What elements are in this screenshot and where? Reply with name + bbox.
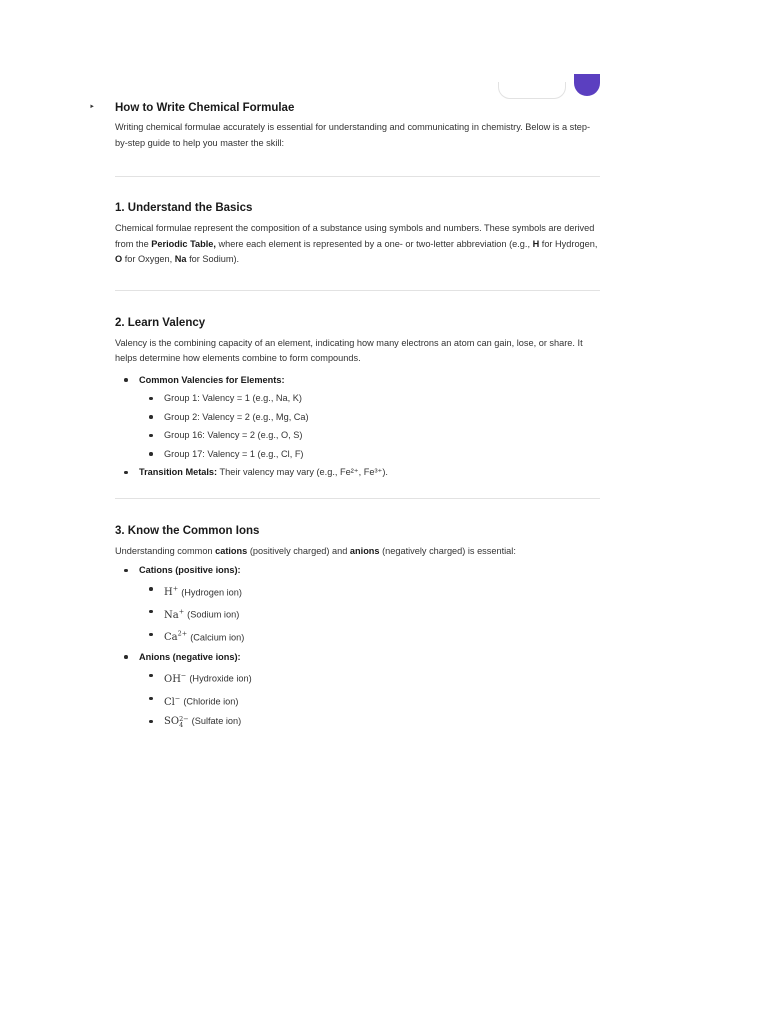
section-ions [115, 525, 600, 732]
list-item: Group 16: Valency = 2 (e.g., O, S) [115, 426, 600, 445]
list-item: Group 17: Valency = 1 (e.g., Cl, F) [115, 445, 600, 464]
section-paragraph: Chemical formulae represent the composition of a substance using symbols and numbers. These symbols are derived from the Periodic Table, where each element is represented by a one- or two-letter abbreviation (e.g., H for Hydrogen, O for Oxygen, Na for Sodium). [115, 223, 598, 264]
valency-list [115, 371, 600, 482]
list-item: Na+ (Sodium ion) [115, 602, 600, 625]
list-item: $Ca^{2+}$ (Calcium ion) [115, 625, 600, 648]
page-title: How to Write Chemical Formulae [115, 102, 295, 114]
ions-list [115, 561, 600, 732]
divider [115, 498, 600, 499]
list-item: OH− (Hydroxide ion) [115, 666, 600, 689]
list-item: Group 1: Valency = 1 (e.g., Na, K) [115, 389, 600, 408]
top-pill-button[interactable] [498, 82, 566, 99]
section-paragraph: Understanding common cations (positively charged) and anions (negatively charged) is essential: [115, 545, 516, 556]
section-heading: 1. Understand the Basics [115, 202, 253, 214]
section-basics [115, 202, 600, 268]
divider [115, 176, 600, 177]
article [115, 102, 600, 732]
intro-section [115, 102, 600, 151]
scroll-indicator-icon: ‣ [89, 102, 95, 113]
avatar[interactable] [574, 74, 600, 96]
list-item: Cations (positive ions): [115, 561, 600, 580]
list-item: Transition Metals: Their valency may vary (e.g., Fe²⁺, Fe³⁺). [115, 463, 600, 482]
section-heading: 2. Learn Valency [115, 316, 206, 329]
section-heading: 3. Know the Common Ions [115, 524, 260, 537]
list-item: Common Valencies for Elements: [115, 371, 600, 390]
list-item: H+ (Hydrogen ion) [115, 580, 600, 603]
list-item: SO2− 4 (Sulfate ion) [115, 712, 600, 732]
list-item: Group 2: Valency = 2 (e.g., Mg, Ca) [115, 408, 600, 427]
intro-paragraph: Writing chemical formulae accurately is essential for understanding and communicating in chemistry. Below is a step-by-step guide to help you master the skill: [115, 122, 591, 148]
section-valency [115, 317, 600, 482]
divider [115, 290, 600, 291]
list-item: Anions (negative ions): [115, 648, 600, 667]
section-paragraph: Valency is the combining capacity of an element, indicating how many electrons an atom can gain, lose, or share. It helps determine how elements combine to form compounds. [115, 337, 583, 363]
list-item: Cl− (Chloride ion) [115, 689, 600, 712]
